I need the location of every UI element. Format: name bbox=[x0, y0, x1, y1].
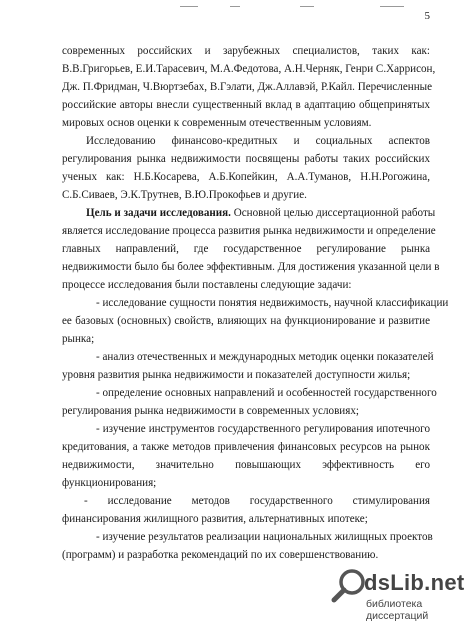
text-line: регулирования рынка недвижимости посвящены работы таких российских bbox=[62, 153, 430, 165]
text-line: Дж. П.Фридман, Ч.Вюртзебах, В.Гэлати, Дж.Аллавэй, Р.Кайл. Перечисленные bbox=[62, 81, 433, 93]
text-line: является исследование процесса развития рынка недвижимости и определение bbox=[62, 225, 436, 237]
list-item: - анализ отечественных и международных методик оценки показателей bbox=[96, 351, 434, 363]
text-line: регулирования рынка недвижимости в современных условиях; bbox=[62, 405, 359, 417]
text-line: мировых основ оценки к современным отечественным условиям. bbox=[62, 117, 372, 129]
list-item: - изучение инструментов государственного регулирования ипотечного bbox=[96, 423, 430, 435]
watermark[interactable] bbox=[328, 560, 464, 622]
list-item: - исследование методов государственного стимулирования bbox=[84, 495, 430, 507]
text-line: недвижимости было бы более эффективным. Для достижения указанной цели в bbox=[62, 261, 440, 273]
text-line: финансирования жилищного развития, альтернативных ипотеке; bbox=[62, 513, 368, 525]
text-run: Основной целью диссертационной работы bbox=[230, 207, 436, 219]
text-line: Исследованию финансово-кредитных и социальных аспектов bbox=[86, 135, 430, 147]
list-item: - определение основных направлений и особенностей государственного bbox=[96, 387, 437, 399]
text-line: (программ) и разработка рекомендаций по их совершенствованию. bbox=[62, 549, 379, 561]
text-line: С.Б.Сиваев, Э.К.Трутнев, В.Ю.Прокофьев и другие. bbox=[62, 189, 307, 201]
list-item: - изучение результатов реализации национальных жилищных проектов bbox=[96, 531, 433, 543]
scan-artifact bbox=[170, 2, 430, 12]
text-line: недвижимости, значительно повышающих эффективность его bbox=[62, 459, 430, 471]
text-line: современных российских и зарубежных специалистов, таких как: bbox=[62, 45, 430, 57]
goal-paragraph-first-line bbox=[86, 205, 436, 223]
text-line: кредитования, а также методов привлечения финансовых ресурсов на рынок bbox=[62, 441, 430, 453]
text-line: ученых как: Н.Б.Косарева, А.Б.Копейкин, А.А.Туманов, Н.Н.Рогожина, bbox=[62, 171, 430, 183]
text-line: уровня развития рынка недвижимости и показателей доступности жилья; bbox=[62, 369, 411, 381]
section-heading: Цель и задачи исследования. bbox=[86, 207, 231, 219]
text-line: процессе исследования были поставлены следующие задачи: bbox=[62, 279, 352, 291]
text-line: функционирования; bbox=[62, 477, 157, 489]
text-line: рынка; bbox=[62, 333, 95, 345]
text-line: ее базовых (основных) свойств, влияющих на функционирование и развитие bbox=[62, 315, 430, 327]
page-number: 5 bbox=[424, 10, 430, 22]
magnifier-icon bbox=[328, 566, 368, 606]
watermark-site: dsLib.net bbox=[364, 570, 464, 595]
text-line: главных направлений, где государственное регулирование рынка bbox=[62, 243, 430, 255]
text-line: В.В.Григорьев, Е.И.Тарасевич, М.А.Федотова, А.Н.Черняк, Генри С.Харрисон, bbox=[62, 63, 436, 75]
watermark-subtitle: библиотека диссертаций bbox=[366, 598, 429, 622]
text-line: российские авторы внесли существенный вклад в адаптацию общепринятых bbox=[62, 99, 430, 111]
list-item: - исследование сущности понятия недвижимость, научной классификации bbox=[96, 297, 449, 309]
